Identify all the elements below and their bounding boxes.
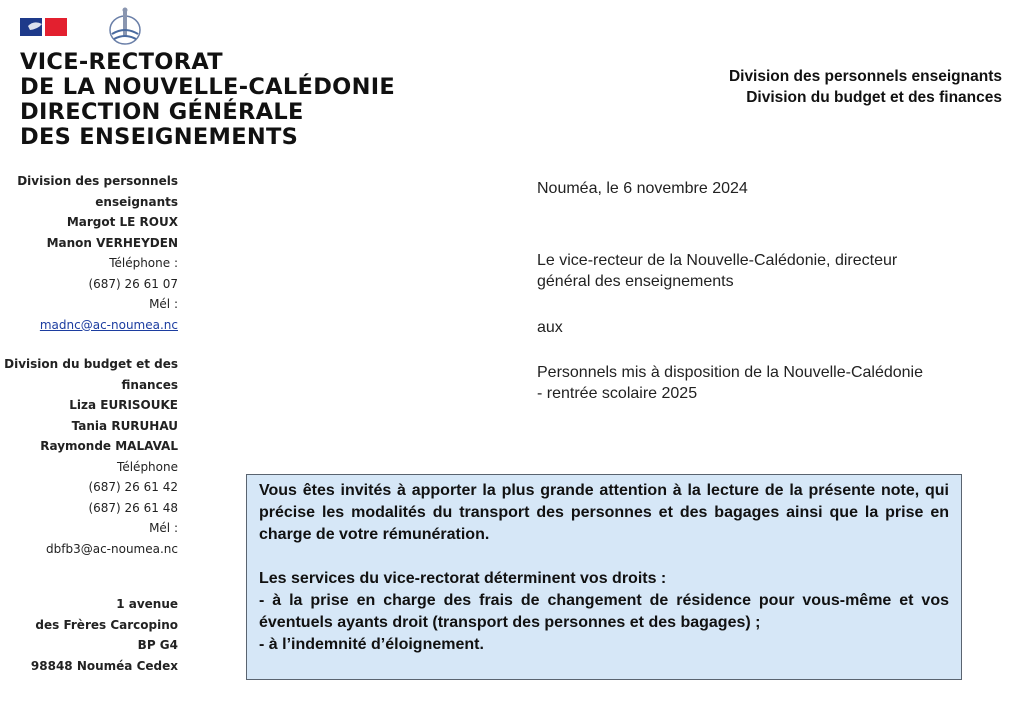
address-line: 1 avenue [116, 597, 178, 611]
heading-line: DES ENSEIGNEMENTS [20, 124, 299, 150]
heading-line: DE LA NOUVELLE-CALÉDONIE [20, 74, 396, 100]
sender-line: général des enseignements [537, 273, 734, 290]
contact-name: Tania RURUHAU [71, 418, 178, 433]
recipient-line: Personnels mis à disposition de la Nouvelle-Calédonie [537, 364, 923, 381]
email-link[interactable]: madnc@ac-noumea.nc [39, 317, 178, 332]
list-item: - à la prise en charge des frais de changement de résidence pour vous-même et vos éventuels ayants droit (transport des personnes et des bagages) ; [259, 592, 949, 631]
mail-label: Mél : [149, 297, 178, 311]
divisions-header [729, 66, 1002, 108]
notice-rights-intro: Les services du vice-rectorat déterminent vos droits : [259, 570, 667, 587]
sidebar-personnel-contacts [0, 171, 178, 335]
division-name: Division des personnels enseignants [728, 68, 1002, 85]
letter-date: Nouméa, le 6 novembre 2024 [537, 180, 748, 197]
notice-paragraph: Vous êtes invités à apporter la plus grande attention à la lecture de la présente note, qui précise les modalités du transport des personnes et des bagages ainsi que la prise en charge de votre rémunération. [259, 482, 949, 543]
contact-name: Liza EURISOUKE [69, 398, 178, 412]
recipient-line: - rentrée scolaire 2025 [537, 385, 698, 402]
sidebar-budget-contacts [0, 354, 178, 559]
address-line: BP G4 [137, 638, 178, 652]
division-title: Division des personnels [17, 174, 178, 188]
phone-number: (687) 26 61 48 [88, 500, 178, 515]
marianne-flag-icon [20, 18, 67, 36]
division-title: Division du budget et des [4, 357, 178, 371]
address-line: 98848 Nouméa Cedex [30, 658, 178, 673]
list-item: - à l’indemnité d’éloignement. [259, 636, 484, 653]
nouvelle-caledonie-emblem-icon [110, 8, 140, 45]
sender-line: Le vice-recteur de la Nouvelle-Calédonie, directeur [537, 252, 898, 269]
heading-line: DIRECTION GÉNÉRALE [20, 99, 304, 125]
phone-number: (687) 26 61 07 [88, 276, 178, 291]
phone-label: Téléphone [117, 459, 178, 474]
notice-box [246, 474, 962, 680]
contact-name: Manon VERHEYDEN [46, 235, 178, 250]
institution-heading [20, 50, 395, 150]
contact-name: Margot LE ROUX [66, 215, 178, 229]
email-address[interactable]: dbfb3@ac-noumea.nc [46, 541, 178, 556]
phone-label: Téléphone : [109, 256, 178, 270]
letter-sender [537, 250, 1007, 292]
letter-to: aux [537, 319, 563, 336]
contact-name: Raymonde MALAVAL [40, 439, 178, 453]
division-name: Division du budget et des finances [746, 89, 1002, 106]
address-line: des Frères Carcopino [35, 617, 178, 632]
postal-address [0, 594, 178, 676]
division-title: enseignants [95, 194, 178, 209]
republique-francaise-logo [20, 6, 150, 48]
division-title: finances [121, 377, 178, 392]
letter-recipient [537, 362, 1007, 404]
notice-rights-list [259, 590, 949, 656]
phone-number: (687) 26 61 42 [88, 480, 178, 494]
mail-label: Mél : [149, 521, 178, 535]
heading-line: VICE-RECTORAT [20, 49, 223, 75]
